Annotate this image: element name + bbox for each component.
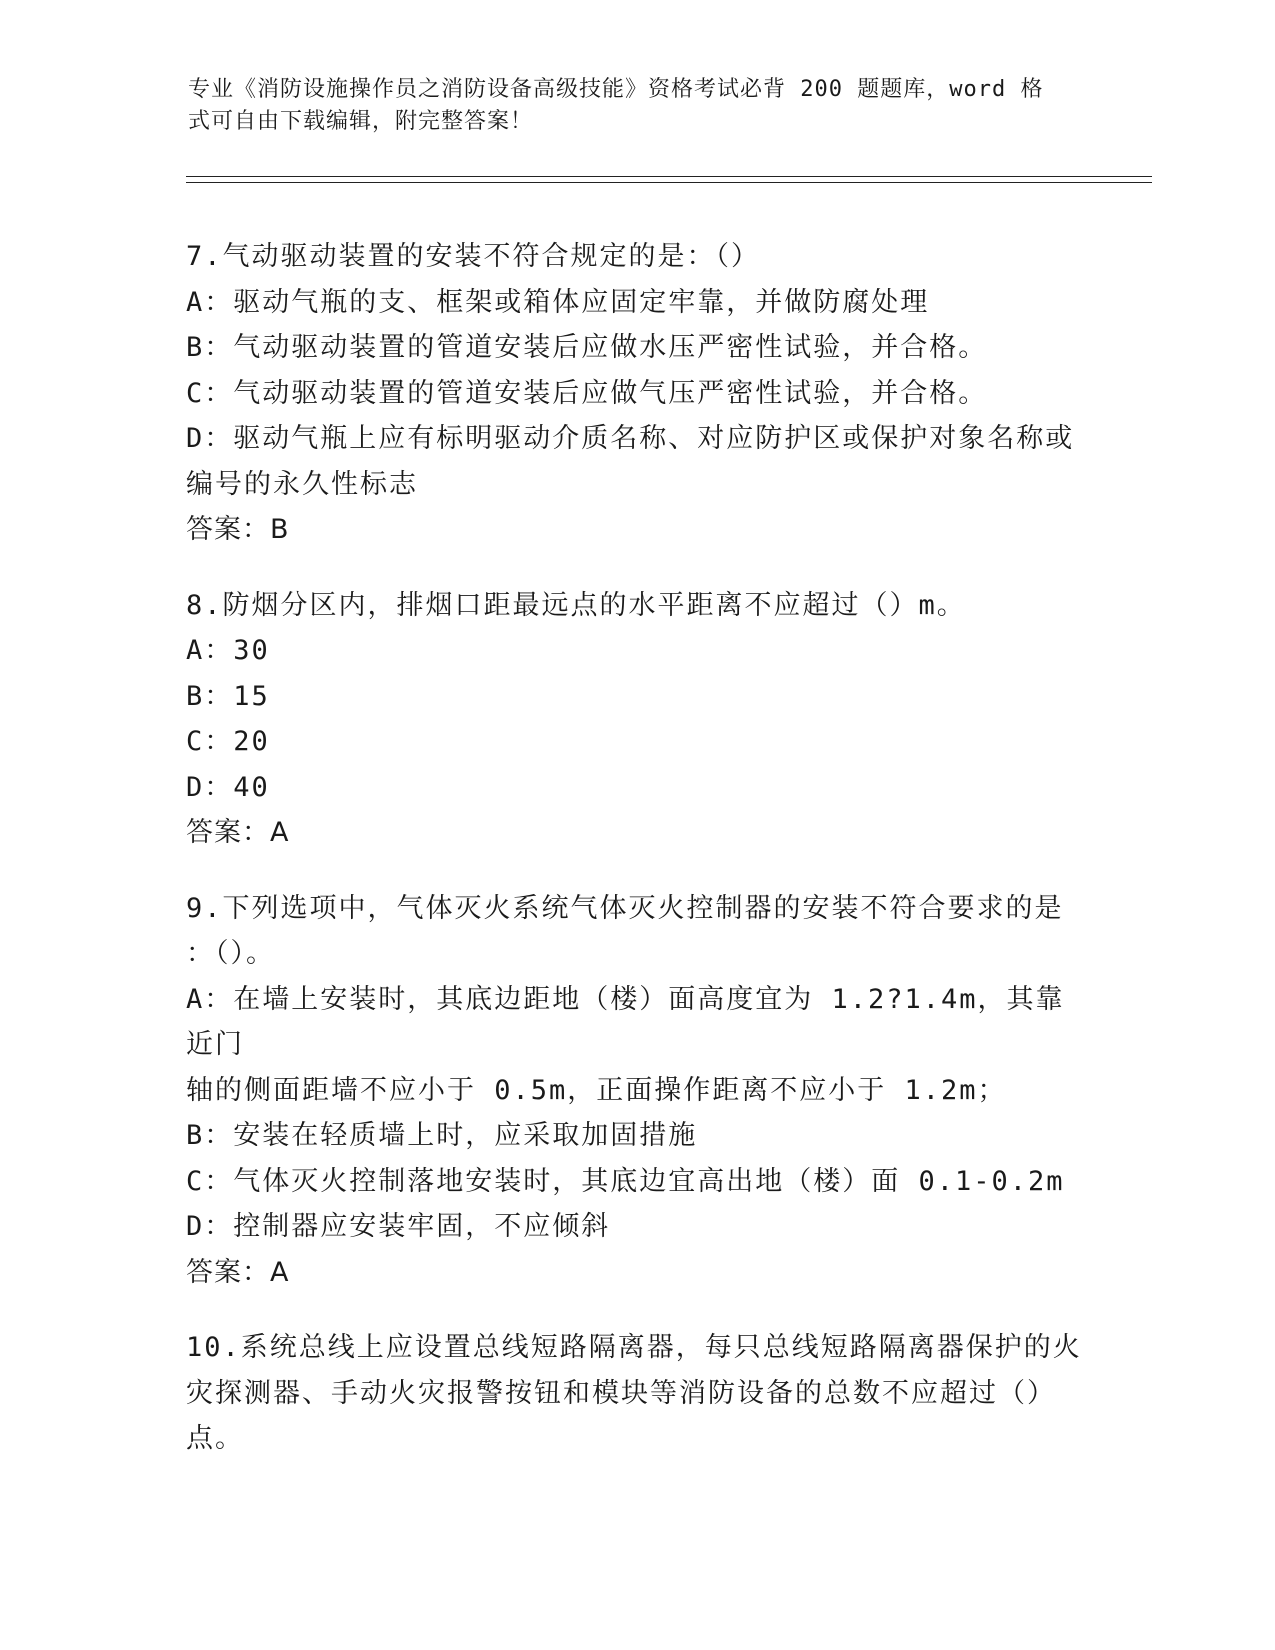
option-c: C：气动驱动装置的管道安装后应做气压严密性试验，并合格。 [186, 377, 988, 409]
question-item [186, 583, 1086, 856]
option-b: B：气动驱动装置的管道安装后应做水压严密性试验，并合格。 [186, 332, 988, 363]
answer-label: 答案：A [186, 817, 290, 848]
option-d: D：驱动气瓶上应有标明驱动介质名称、对应防护区或保护对象名称或 [186, 423, 1075, 454]
document-header [188, 74, 1068, 138]
header-line: 专业《消防设施操作员之消防设备高级技能》资格考试必背 200 题题库，word 格 [188, 77, 1044, 102]
header-divider [186, 176, 1152, 183]
option-c: C：气体灭火控制落地安装时，其底边宜高出地（楼）面 0.1-0.2m [186, 1165, 1065, 1197]
option-a: A：30 [186, 635, 270, 666]
option-d-continued: 编号的永久性标志 [186, 468, 418, 500]
option-c: C：20 [186, 726, 270, 757]
question-item [186, 886, 1086, 1296]
answer-label: 答案：A [186, 1256, 290, 1288]
question-stem-continued: ：（）。 [186, 938, 275, 969]
question-item [186, 1325, 1086, 1462]
answer-label: 答案：B [186, 514, 290, 545]
option-a-continued: 轴的侧面距墙不应小于 0.5m，正面操作距离不应小于 1.2m； [186, 1074, 1007, 1106]
question-stem: 9.下列选项中，气体灭火系统气体灭火控制器的安装不符合要求的是 [186, 892, 1064, 924]
option-a: A：在墙上安装时，其底边距地（楼）面高度宜为 1.2?1.4m，其靠近门 [186, 983, 1065, 1060]
option-b: B：安装在轻质墙上时，应采取加固措施 [186, 1120, 698, 1151]
question-list [186, 234, 1086, 1492]
option-d: D：40 [186, 771, 270, 803]
question-stem-continued: 点。 [186, 1423, 244, 1454]
question-stem: 7.气动驱动装置的安装不符合规定的是：（） [186, 241, 761, 272]
question-stem: 10.系统总线上应设置总线短路隔离器，每只总线短路隔离器保护的火 [186, 1332, 1082, 1363]
question-stem-continued: 灾探测器、手动火灾报警按钮和模块等消防设备的总数不应超过（） [186, 1377, 1056, 1409]
question-item [186, 234, 1086, 553]
option-d: D：控制器应安装牢固，不应倾斜 [186, 1211, 611, 1242]
option-a: A：驱动气瓶的支、框架或箱体应固定牢靠，并做防腐处理 [186, 286, 930, 318]
question-stem: 8.防烟分区内，排烟口距最远点的水平距离不应超过（）m。 [186, 589, 966, 621]
header-line: 式可自由下载编辑，附完整答案！ [188, 109, 534, 134]
option-b: B：15 [186, 680, 270, 712]
